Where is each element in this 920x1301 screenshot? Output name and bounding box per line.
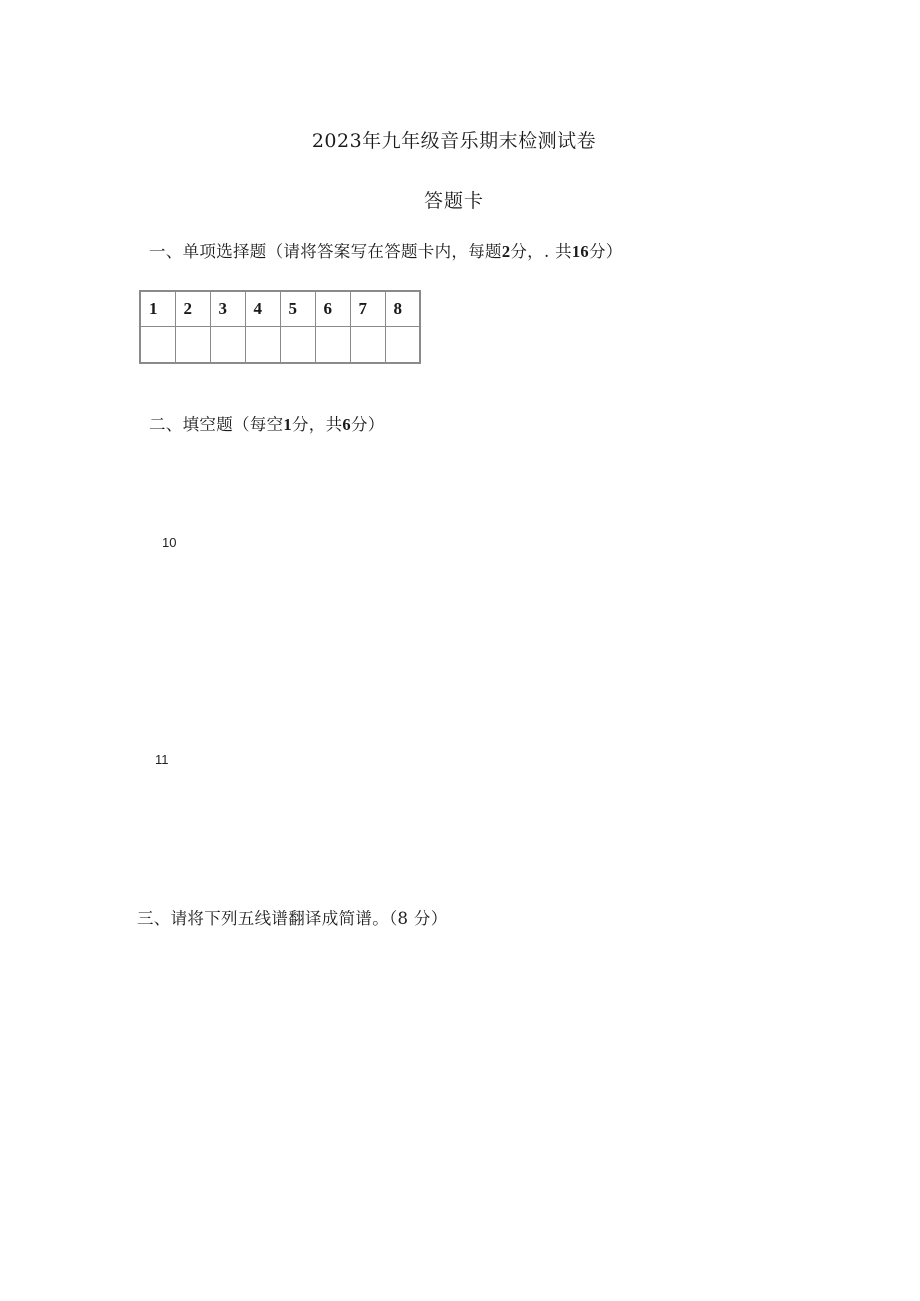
answer-cell[interactable] [315, 326, 350, 363]
answer-cell[interactable] [350, 326, 385, 363]
question-number-cell: 4 [245, 291, 280, 326]
question-number-cell: 5 [280, 291, 315, 326]
question-number-cell: 3 [210, 291, 245, 326]
question-number-cell: 6 [315, 291, 350, 326]
answer-grid [139, 290, 421, 364]
section-2-middle: 分，共 [291, 415, 343, 434]
section-2-suffix: 分） [350, 415, 385, 434]
answer-cell[interactable] [140, 326, 175, 363]
section-1-prefix: 一、单项选择题（请将答案写在答题卡内，每题 [149, 242, 502, 261]
section-1-per-question: 2 [501, 242, 511, 261]
section-1-heading [149, 238, 623, 262]
question-number-cell: 7 [350, 291, 385, 326]
answer-grid-answer-row [140, 326, 420, 363]
answer-cell[interactable] [245, 326, 280, 363]
question-number-cell: 1 [140, 291, 175, 326]
answer-cell[interactable] [280, 326, 315, 363]
section-2-prefix: 二、填空题（每空 [149, 415, 284, 434]
answer-cell[interactable] [210, 326, 245, 363]
section-1-middle: 分，. 共 [510, 242, 572, 261]
section-2-total: 6 [342, 415, 351, 434]
answer-cell[interactable] [175, 326, 210, 363]
page-title: 2023年九年级音乐期末检测试卷 [311, 130, 597, 152]
section-1-suffix: 分） [588, 242, 623, 261]
answer-sheet-heading: 答题卡 [423, 190, 484, 212]
section-3-heading: 三、请将下列五线谱翻译成简谱。（8 分） [137, 909, 448, 928]
answer-grid-header-row [140, 291, 420, 326]
question-10-number: 10 [162, 535, 177, 550]
section-1-total: 16 [571, 242, 589, 261]
question-number-cell: 2 [175, 291, 210, 326]
question-number-cell: 8 [385, 291, 420, 326]
section-2-per-blank: 1 [283, 415, 292, 434]
answer-cell[interactable] [385, 326, 420, 363]
question-11-number: 11 [155, 752, 169, 767]
section-2-heading [149, 411, 385, 435]
